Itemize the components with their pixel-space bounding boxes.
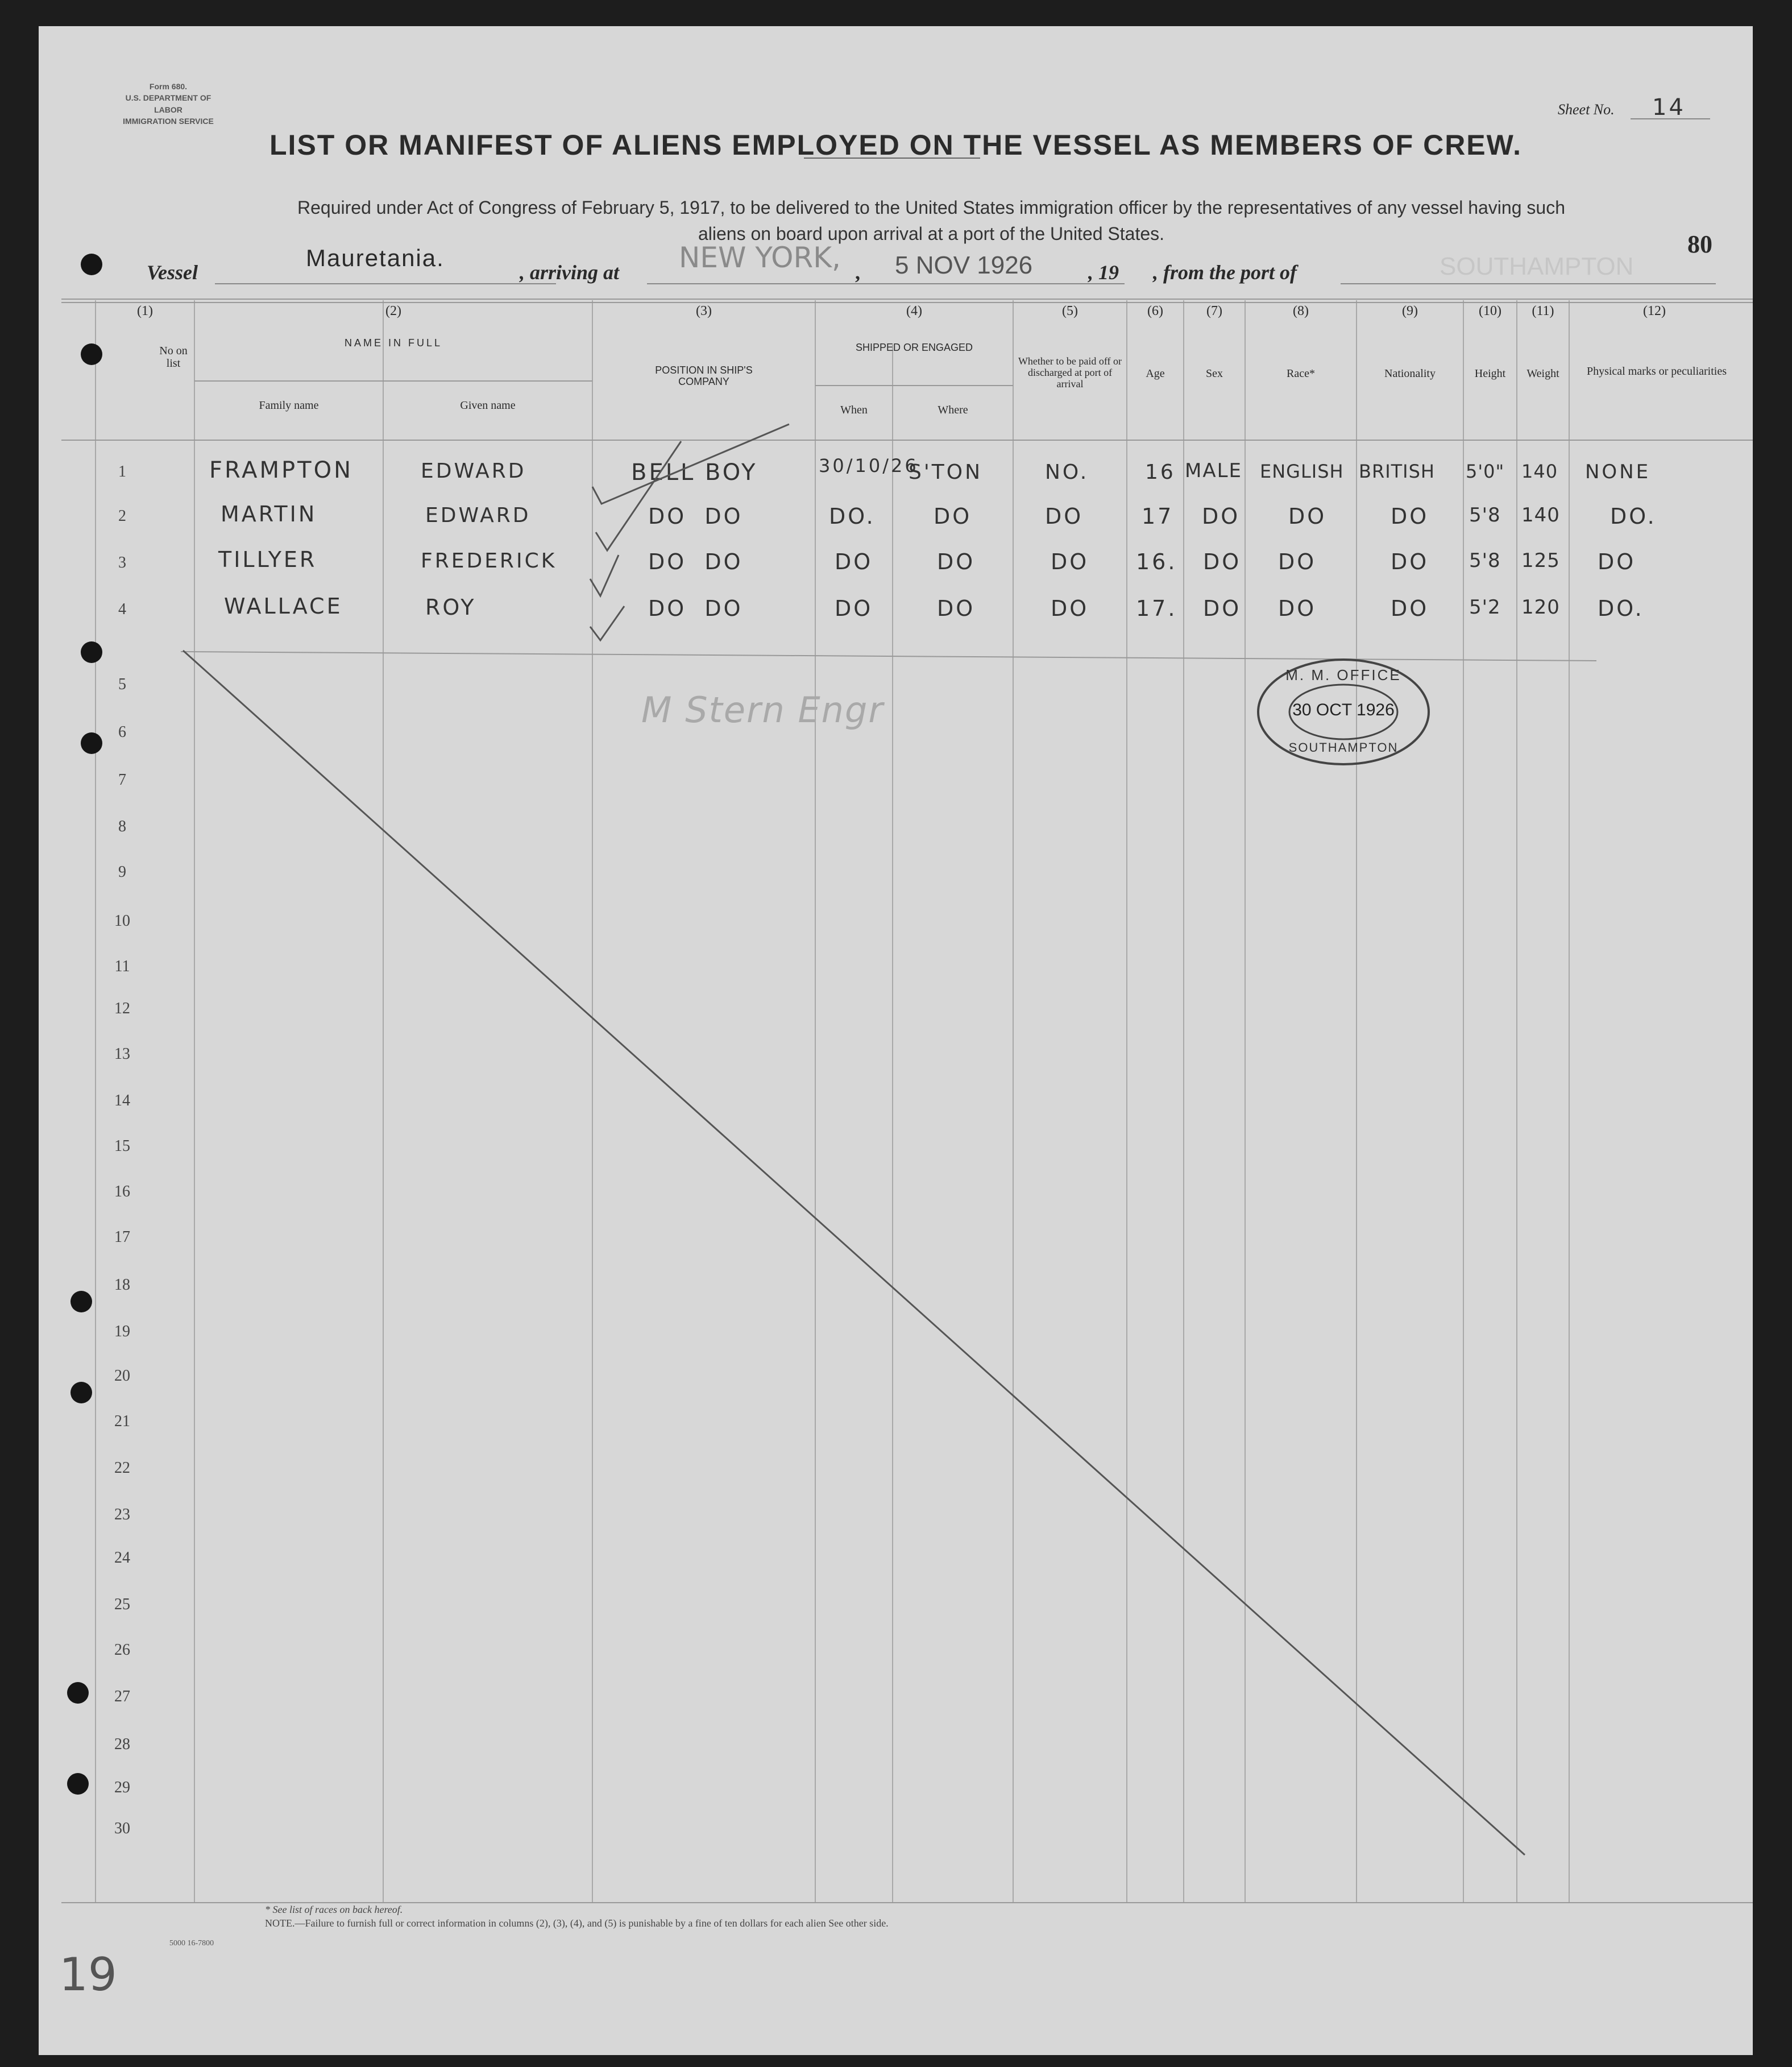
col6-number: (6)	[1147, 304, 1163, 318]
col5-header: Whether to be paid off or discharged at port of arrival	[1018, 355, 1122, 390]
col9-number: (9)	[1402, 304, 1418, 318]
physical-marks: DO.	[1610, 504, 1657, 529]
row-number: 4	[118, 600, 126, 618]
shipped-where: DO	[937, 549, 976, 574]
col5-number: (5)	[1062, 304, 1078, 318]
row-number: 17	[114, 1228, 130, 1246]
col4-when-header: When	[840, 404, 868, 416]
shipped-when: DO	[835, 549, 873, 574]
col8-number: (8)	[1293, 304, 1309, 318]
race: ENGLISH	[1260, 461, 1344, 482]
row-number: 8	[118, 818, 126, 835]
page-title: LIST OR MANIFEST OF ALIENS EMPLOYED ON THE VESSEL AS MEMBERS OF CREW.	[269, 129, 1522, 161]
nationality: BRITISH	[1359, 461, 1435, 482]
arrival-date: 5 NOV 1926	[895, 251, 1033, 279]
col4-where-header: Where	[938, 404, 968, 416]
row-number: 20	[114, 1367, 130, 1385]
col2-given-header: Given name	[460, 399, 516, 412]
paid-off: NO.	[1045, 461, 1089, 484]
nationality: DO	[1391, 549, 1429, 574]
punch-hole	[81, 343, 102, 365]
weight: 125	[1521, 549, 1560, 572]
row-number: 16	[114, 1183, 130, 1200]
signature: M Stern Engr	[641, 689, 884, 731]
sex: DO	[1202, 504, 1241, 529]
form-number: Form 680.	[149, 82, 188, 91]
punch-hole	[81, 641, 102, 663]
family-name: FRAMPTON	[209, 457, 354, 483]
sheet-label: Sheet No.	[1558, 101, 1615, 118]
weight: 120	[1521, 596, 1560, 619]
given-name: EDWARD	[421, 459, 526, 483]
row-number: 28	[114, 1735, 130, 1753]
stamp-bottom-text: SOUTHAMPTON	[1288, 740, 1399, 755]
col3-header: POSITION IN SHIP'S COMPANY	[655, 364, 753, 387]
col12-header: Physical marks or peculiarities	[1586, 365, 1727, 378]
penalty-note: NOTE.—Failure to furnish full or correct information in columns (2), (3), (4), and (5) is punishable by a fine of ten dollars for each alien See other side.	[265, 1917, 889, 1929]
from-port: SOUTHAMPTON	[1440, 252, 1634, 280]
row-number: 27	[114, 1688, 130, 1705]
position: BELL BOY	[631, 459, 758, 486]
col10-header: Height	[1474, 367, 1506, 380]
row-number: 12	[114, 1000, 130, 1017]
row-number: 22	[114, 1459, 130, 1477]
family-name: TILLYER	[218, 547, 317, 572]
weight: 140	[1521, 461, 1558, 482]
physical-marks: DO.	[1598, 596, 1644, 621]
col9-header: Nationality	[1384, 367, 1436, 380]
height: 5'0"	[1466, 461, 1505, 482]
physical-marks: DO	[1598, 549, 1636, 574]
col2-number: (2)	[385, 304, 401, 318]
weight: 140	[1521, 504, 1560, 527]
check-marks	[584, 419, 835, 646]
punch-hole	[67, 1773, 89, 1795]
paid-off: DO	[1045, 504, 1084, 529]
row-number: 23	[114, 1506, 130, 1523]
row-number: 6	[118, 723, 126, 741]
year-label: , 19	[1088, 261, 1119, 284]
col10-number: (10)	[1479, 304, 1501, 318]
from-label: , from the port of	[1153, 261, 1297, 284]
family-name: MARTIN	[221, 502, 317, 527]
nationality: DO	[1391, 504, 1429, 529]
form-id-block	[111, 81, 225, 127]
page-number: 80	[1687, 230, 1712, 258]
stamp-top-text: M. M. OFFICE	[1285, 666, 1401, 684]
row-number: 24	[114, 1549, 130, 1567]
shipped-where: DO	[934, 504, 972, 529]
shipped-when: 30/10/26	[819, 455, 919, 477]
shipped-where: S'TON	[909, 461, 983, 484]
print-code: 5000 16-7800	[169, 1939, 214, 1948]
col1-header: No on list	[159, 345, 188, 370]
row-number: 29	[114, 1779, 130, 1796]
manifest-sheet	[39, 26, 1753, 2055]
margin-number: 19	[59, 1948, 117, 2001]
punch-hole	[81, 254, 102, 275]
punch-hole	[70, 1291, 92, 1312]
age: 17.	[1136, 596, 1177, 621]
grid-lines	[39, 26, 1753, 2055]
row-number: 2	[118, 507, 126, 525]
service: IMMIGRATION SERVICE	[123, 116, 214, 126]
sex: MALE	[1185, 459, 1243, 482]
department: U.S. DEPARTMENT OF LABOR	[125, 93, 211, 114]
row-number: 3	[118, 554, 126, 571]
col4-number: (4)	[906, 304, 922, 318]
row-number: 25	[114, 1596, 130, 1613]
date-separator: ,	[855, 261, 860, 284]
row-number: 10	[114, 912, 130, 930]
col4-header: SHIPPED OR ENGAGED	[855, 342, 973, 353]
punch-hole	[67, 1682, 89, 1704]
sheet-number: 14	[1652, 94, 1686, 121]
height: 5'8	[1469, 504, 1501, 527]
age: 16.	[1136, 549, 1177, 574]
physical-marks: NONE	[1585, 461, 1651, 483]
race: DO	[1278, 549, 1317, 574]
row-number: 7	[118, 771, 126, 789]
paid-off: DO	[1051, 596, 1089, 621]
row-number: 15	[114, 1137, 130, 1155]
punch-hole	[70, 1382, 92, 1403]
col11-number: (11)	[1532, 304, 1554, 318]
paid-off: DO	[1051, 549, 1089, 574]
arriving-label: , arriving at	[520, 261, 620, 284]
col6-header: Age	[1146, 367, 1165, 380]
col3-number: (3)	[696, 304, 712, 318]
given-name: ROY	[425, 595, 476, 620]
shipped-when: DO.	[829, 504, 876, 529]
height: 5'8	[1469, 549, 1501, 572]
given-name: EDWARD	[425, 504, 531, 527]
row-number: 11	[114, 958, 130, 975]
shipped-where: DO	[937, 596, 976, 621]
subtitle	[135, 194, 1727, 247]
subtitle-line2: aliens on board upon arrival at a port of the United States.	[698, 223, 1165, 245]
family-name: WALLACE	[224, 594, 343, 619]
subtitle-line1: Required under Act of Congress of February 5, 1917, to be delivered to the United States immigration officer by the representatives of any vessel having such	[297, 197, 1565, 218]
row-number: 13	[114, 1045, 130, 1063]
vessel-label: Vessel	[147, 261, 198, 284]
col1-number: (1)	[137, 304, 153, 318]
row-number: 26	[114, 1641, 130, 1659]
race: DO	[1288, 504, 1327, 529]
given-name: FREDERICK	[421, 549, 557, 573]
sex: DO	[1203, 549, 1242, 574]
punch-hole	[81, 732, 102, 754]
row-number: 5	[118, 676, 126, 693]
col2-header: NAME IN FULL	[344, 337, 443, 349]
age: 17	[1142, 504, 1174, 529]
col7-header: Sex	[1206, 367, 1223, 380]
height: 5'2	[1469, 596, 1501, 619]
stamp-date: 30 OCT 1926	[1292, 701, 1395, 719]
footnote: * See list of races on back hereof.	[265, 1904, 403, 1915]
sex: DO	[1203, 596, 1242, 621]
position: DO DO	[648, 504, 743, 529]
col2-family-header: Family name	[259, 399, 319, 412]
row-number: 18	[114, 1276, 130, 1294]
row-number: 21	[114, 1412, 130, 1430]
shipped-when: DO	[835, 596, 873, 621]
position: DO DO	[648, 596, 743, 621]
row-number: 1	[118, 463, 126, 480]
position: DO DO	[648, 549, 743, 574]
nationality: DO	[1391, 596, 1429, 621]
row-number: 14	[114, 1092, 130, 1109]
row-number: 19	[114, 1323, 130, 1340]
row-number: 9	[118, 863, 126, 881]
vessel-name: Mauretania.	[306, 245, 445, 271]
age: 16	[1145, 461, 1176, 484]
cancel-diagonal-line	[183, 651, 1525, 1855]
col12-number: (12)	[1643, 304, 1666, 318]
race: DO	[1278, 596, 1317, 621]
row-number: 30	[114, 1820, 130, 1837]
col8-header: Race*	[1287, 367, 1315, 380]
col7-number: (7)	[1206, 304, 1222, 318]
col11-header: Weight	[1526, 367, 1559, 380]
arriving-port: NEW YORK,	[679, 241, 841, 274]
office-stamp	[1255, 656, 1432, 768]
